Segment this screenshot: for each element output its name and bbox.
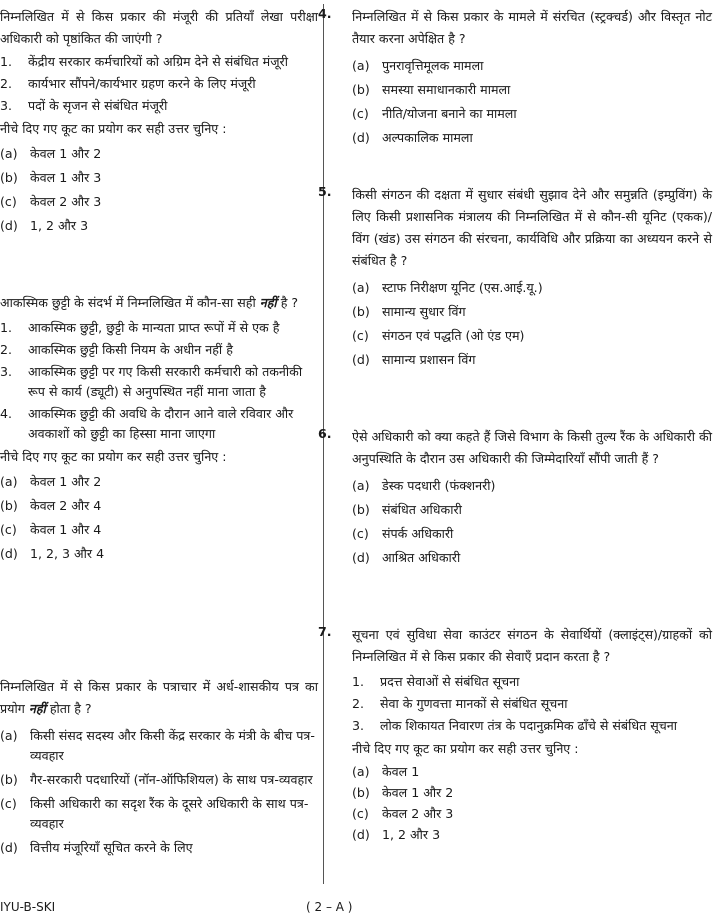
statement-number: 2. [0, 76, 13, 91]
option-label: (c) [0, 194, 17, 209]
option-label: (c) [352, 328, 369, 343]
statement-number: 2. [0, 342, 13, 357]
statement-text: आकस्मिक छुट्टी की अवधि के दौरान आने वाले रविवार और अवकाशों को छुट्टी का हिस्सा माना जाएगा [28, 406, 294, 441]
question-stem [0, 292, 318, 314]
statement-text: आकस्मिक छुट्टी, छुट्टी के मान्यता प्राप्त रूपों में से एक है [28, 320, 280, 335]
option-b[interactable] [0, 770, 318, 790]
option-label: (a) [0, 474, 18, 489]
option-text: समस्या समाधानकारी मामला [382, 82, 511, 97]
option-a[interactable] [352, 476, 712, 496]
option-text: किसी अधिकारी का सदृश रैंक के दूसरे अधिकारी के साथ पत्र-व्यवहार [30, 796, 309, 831]
option-a[interactable] [352, 762, 712, 782]
question-number: 6. [318, 426, 332, 441]
option-label: (b) [352, 785, 370, 800]
option-text: केवल 2 और 3 [382, 806, 454, 821]
option-text: अल्पकालिक मामला [382, 130, 473, 145]
stem-negation: नहीं [259, 295, 277, 310]
statement [0, 96, 318, 116]
option-c[interactable] [352, 104, 712, 124]
option-text: वित्तीय मंजूरियाँ सूचित करने के लिए [30, 840, 193, 855]
option-text: 1, 2, 3 और 4 [30, 546, 105, 561]
question-7 [318, 624, 712, 845]
option-text: केवल 1 और 2 [382, 785, 454, 800]
statement [0, 52, 318, 72]
option-label: (b) [352, 304, 370, 319]
option-label: (b) [352, 502, 370, 517]
option-label: (c) [0, 522, 17, 537]
option-label: (c) [352, 806, 369, 821]
option-a[interactable] [352, 278, 712, 298]
option-text: केवल 1 और 3 [30, 170, 102, 185]
booklet-code: IYU-B-SKI [0, 900, 56, 914]
option-text: सामान्य प्रशासन विंग [382, 352, 476, 367]
question-number: 7. [318, 624, 332, 639]
statement-text: सेवा के गुणवत्ता मानकों से संबंधित सूचना [380, 696, 568, 711]
option-d[interactable] [352, 825, 712, 845]
instruction: नीचे दिए गए कूट का प्रयोग कर सही उत्तर चुनिए : [0, 121, 227, 136]
question-6 [318, 426, 712, 568]
option-c[interactable] [0, 192, 318, 212]
question-number: 5. [318, 184, 332, 199]
statement-number: 1. [0, 54, 13, 69]
question-3-stem: निम्नलिखित में से किस प्रकार की मंजूरी की प्रतियाँ लेखा परीक्षा अधिकारी को पृष्ठांकित की जाएंगी ? [0, 9, 318, 46]
statement [0, 362, 318, 402]
statement-number: 3. [0, 98, 13, 113]
option-label: (a) [352, 280, 370, 295]
statement-number: 2. [352, 696, 365, 711]
option-text: संबंधित अधिकारी [382, 502, 462, 517]
option-label: (d) [0, 218, 18, 233]
option-text: स्टाफ निरीक्षण यूनिट (एस.आई.यू.) [382, 280, 543, 295]
statement-text: प्रदत्त सेवाओं से संबंधित सूचना [380, 674, 520, 689]
option-c[interactable] [352, 326, 712, 346]
option-label: (a) [0, 146, 18, 161]
option-label: (a) [352, 478, 370, 493]
question-stem [0, 676, 318, 720]
option-text: आश्रित अधिकारी [382, 550, 461, 565]
option-text: केवल 2 और 3 [30, 194, 102, 209]
statement-number: 1. [0, 320, 13, 335]
option-d[interactable] [352, 548, 712, 568]
option-a[interactable] [0, 472, 318, 492]
option-text: संगठन एवं पद्धति (ओ एंड एम) [382, 328, 525, 343]
statement-text: आकस्मिक छुट्टी किसी नियम के अधीन नहीं है [28, 342, 233, 357]
question-stem: निम्नलिखित में से किस प्रकार के मामले में संरचित (स्ट्रक्चर्ड) और विस्तृत नोट तैयार करना अपेक्षित है ? [352, 9, 712, 46]
question-3 [0, 6, 318, 236]
stem-text: आकस्मिक छुट्टी के संदर्भ में निम्नलिखित में कौन-सा सही [0, 295, 256, 310]
statement [0, 318, 318, 338]
option-b[interactable] [0, 168, 318, 188]
question-number: 4. [318, 6, 332, 21]
option-label: (b) [352, 82, 370, 97]
option-text: पुनरावृत्तिमूलक मामला [382, 58, 484, 73]
option-text: केवल 1 [382, 764, 420, 779]
option-label: (c) [0, 796, 17, 811]
page-number: ( 2 – A ) [306, 900, 353, 914]
option-text: संपर्क अधिकारी [382, 526, 454, 541]
option-a[interactable] [0, 144, 318, 164]
option-b[interactable] [352, 783, 712, 803]
statement [352, 716, 712, 736]
option-a[interactable] [0, 726, 318, 766]
option-text: केवल 1 और 4 [30, 522, 102, 537]
question-stem: किसी संगठन की दक्षता में सुधार संबंधी सुझाव देने और समुन्नति (इम्प्रुविंग) के लिए किसी प्रशासनिक मंत्रालय की निम्नलिखित में से कौन-सी यूनिट (एकक)/विंग (खंड) उस संगठन की संरचना, कार्यविधि और प्रक्रिया का अध्ययन करने से संबंधित है ? [352, 187, 712, 268]
option-label: (d) [0, 546, 18, 561]
statement [0, 74, 318, 94]
option-label: (a) [0, 728, 18, 743]
statement-number: 1. [352, 674, 365, 689]
option-b[interactable] [0, 496, 318, 516]
option-a[interactable] [352, 56, 712, 76]
question-5 [318, 184, 712, 370]
option-text: गैर-सरकारी पदधारियों (नॉन-ऑफिशियल) के साथ पत्र-व्यवहार [30, 772, 313, 787]
option-d[interactable] [352, 128, 712, 148]
option-label: (c) [352, 106, 369, 121]
option-text: डेस्क पदधारी (फंक्शनरी) [382, 478, 496, 493]
statement-text: आकस्मिक छुट्टी पर गए किसी सरकारी कर्मचारी को तकनीकी रूप से कार्य (ड्यूटी) से अनुपस्थित नहीं माना जाता है [28, 364, 303, 399]
option-b[interactable] [352, 302, 712, 322]
stem-text: निम्नलिखित में से किस प्रकार के पत्राचार में अर्ध-शासकीय पत्र का प्रयोग [0, 679, 318, 716]
question-stem: ऐसे अधिकारी को क्या कहते हैं जिसे विभाग के किसी तुल्य रैंक के अधिकारी की अनुपस्थिति के दौरान उस अधिकारी की जिम्मेदारियाँ सौंपी जाती हैं ? [352, 429, 712, 466]
column-divider [323, 4, 324, 884]
option-label: (d) [352, 130, 370, 145]
option-text: 1, 2 और 3 [30, 218, 89, 233]
option-text: केवल 1 और 2 [30, 474, 102, 489]
option-text: 1, 2 और 3 [382, 827, 441, 842]
option-c[interactable] [0, 794, 318, 834]
statement [352, 672, 712, 692]
option-d[interactable] [352, 350, 712, 370]
question-semi-official-letter [0, 676, 318, 858]
option-text: नीति/योजना बनाने का मामला [382, 106, 517, 121]
option-d[interactable] [0, 216, 318, 236]
instruction: नीचे दिए गए कूट का प्रयोग कर सही उत्तर चुनिए : [352, 741, 579, 756]
option-label: (d) [352, 827, 370, 842]
statement-number: 3. [352, 718, 365, 733]
option-label: (d) [0, 840, 18, 855]
option-c[interactable] [352, 804, 712, 824]
option-text: सामान्य सुधार विंग [382, 304, 466, 319]
option-label: (b) [0, 498, 18, 513]
option-label: (b) [0, 772, 18, 787]
question-casual-leave [0, 292, 318, 564]
option-label: (d) [352, 352, 370, 367]
option-b[interactable] [352, 500, 712, 520]
statement-text: केंद्रीय सरकार कर्मचारियों को अग्रिम देने से संबंधित मंजूरी [28, 54, 288, 69]
option-label: (c) [352, 526, 369, 541]
option-b[interactable] [352, 80, 712, 100]
option-text: किसी संसद सदस्य और किसी केंद्र सरकार के मंत्री के बीच पत्र-व्यवहार [30, 728, 315, 763]
option-text: केवल 1 और 2 [30, 146, 102, 161]
option-d[interactable] [0, 838, 318, 858]
stem-negation: नहीं [28, 701, 46, 716]
option-label: (b) [0, 170, 18, 185]
option-text: केवल 2 और 4 [30, 498, 102, 513]
question-stem: सूचना एवं सुविधा सेवा काउंटर संगठन के सेवार्थियों (क्लाइंट्स)/ग्राहकों को निम्नलिखित में से किस प्रकार की सेवाएँ प्रदान करता है ? [352, 627, 712, 664]
option-label: (d) [352, 550, 370, 565]
statement [352, 694, 712, 714]
statement-text: कार्यभार सौंपने/कार्यभार ग्रहण करने के लिए मंजूरी [28, 76, 256, 91]
question-4 [318, 6, 712, 148]
statement-number: 3. [0, 364, 13, 379]
stem-text-end: होता है ? [49, 701, 92, 716]
statement-text: पदों के सृजन से संबंधित मंजूरी [28, 98, 168, 113]
option-c[interactable] [352, 524, 712, 544]
statement [0, 340, 318, 360]
option-c[interactable] [0, 520, 318, 540]
statement-text: लोक शिकायत निवारण तंत्र के पदानुक्रमिक ढाँचे से संबंधित सूचना [380, 718, 678, 733]
stem-text-end: है ? [280, 295, 299, 310]
option-label: (a) [352, 58, 370, 73]
instruction: नीचे दिए गए कूट का प्रयोग कर सही उत्तर चुनिए : [0, 449, 227, 464]
option-d[interactable] [0, 544, 318, 564]
statement [0, 404, 318, 444]
option-label: (a) [352, 764, 370, 779]
statement-number: 4. [0, 406, 13, 421]
